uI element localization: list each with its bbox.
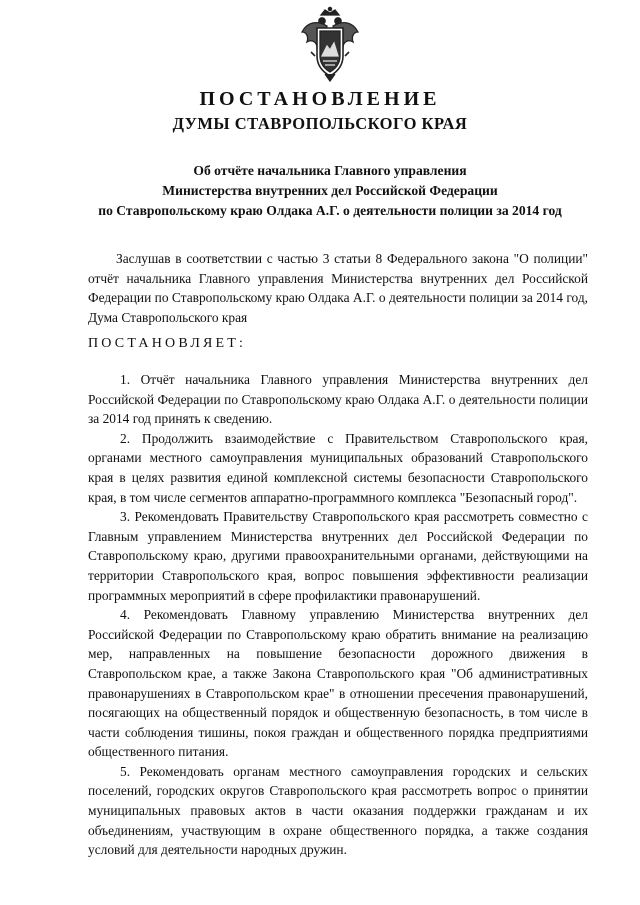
decree-items	[88, 370, 588, 860]
subject-line-1: Об отчёте начальника Главного управления	[193, 163, 467, 178]
coat-of-arms-emblem	[297, 6, 363, 82]
decree-item-1: 1. Отчёт начальника Главного управления Министерства внутренних дел Российской Федерации по Ставропольскому краю Олдака А.Г. о деятельности полиции за 2014 год принять к сведению.	[88, 372, 588, 427]
document-title: ПОСТАНОВЛЕНИЕ	[199, 88, 441, 110]
subject-line-2: Министерства внутренних дел Российской Федерации	[162, 183, 498, 198]
decree-item-3: 3. Рекомендовать Правительству Ставропольского края рассмотреть совместно с Главным управлением Министерства внутренних дел Российской Федерации по Ставропольскому краю, другими правоохранительными органами, действующими на территории Ставропольского края, вопрос повышения эффективности реализации программных мероприятий в сфере профилактики правонарушений.	[88, 509, 588, 603]
decree-heading: ПОСТАНОВЛЯЕТ:	[88, 336, 247, 351]
intro-paragraph: Заслушав в соответствии с частью 3 статьи 8 Федерального закона "О полиции" отчёт начальника Главного управления Министерства внутренних дел Российской Федерации по Ставропольскому краю Олдака А.Г. о деятельности полиции за 2014 год, Дума Ставропольского края	[88, 251, 588, 325]
document-subtitle: ДУМЫ СТАВРОПОЛЬСКОГО КРАЯ	[172, 114, 468, 133]
decree-item-2: 2. Продолжить взаимодействие с Правительством Ставропольского края, органами местного самоуправления муниципальных образований Ставропольского края в целях развития единой комплексной системы безопасности Ставропольского края, в том числе сегментов аппаратно-программного комплекса "Безопасный город".	[88, 430, 588, 505]
decree-item-5: 5. Рекомендовать органам местного самоуправления городских и сельских поселений, городских округов Ставропольского края рассмотреть вопрос о принятии муниципальных правовых актов в части оказания поддержки гражданам и их объединениям, участвующим в охране общественного порядка, а также создания условий для деятельности народных дружин.	[88, 763, 588, 858]
document-subject	[70, 161, 590, 221]
subject-line-3: по Ставропольскому краю Олдака А.Г. о деятельности полиции за 2014 год	[98, 203, 562, 218]
decree-item-4: 4. Рекомендовать Главному управлению Министерства внутренних дел Российской Федерации по Ставропольскому краю обратить внимание на реализацию мер, направленных на повышение безопасности дорожного движения в Ставропольском крае, а также Закона Ставропольского края "Об административных правонарушениях в Ставропольском крае" в отношении пресечения правонарушений, посягающих на общественный порядок и общественную безопасность, в том числе в части соблюдения тишины, покоя граждан и общественного порядка предприятиями общественного питания.	[88, 607, 588, 760]
